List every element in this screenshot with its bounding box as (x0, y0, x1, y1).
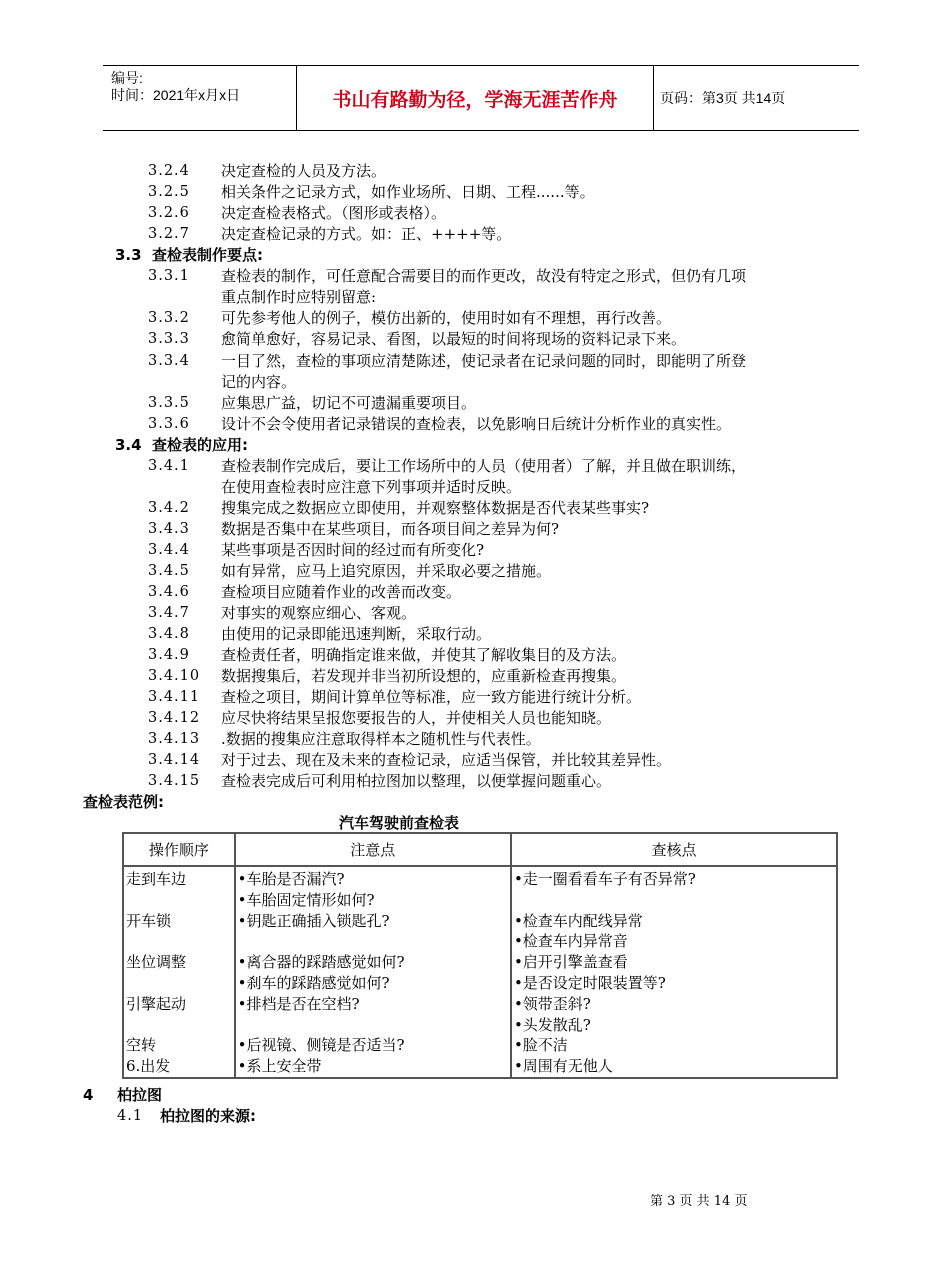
cell-line: •头发散乱? (513, 1015, 591, 1034)
item-number: 3.2.6 (148, 205, 190, 221)
cell-line: •钥匙正确插入锁匙孔? (237, 911, 390, 930)
item-text: .数据的搜集应注意取得样本之随机性与代表性。 (221, 730, 541, 748)
item-text: 查检责任者，明确指定谁来做，并使其了解收集目的及方法。 (221, 646, 627, 664)
item-number: 3.2.5 (148, 184, 190, 200)
item-number: 3.3.5 (148, 395, 190, 411)
item-number: 3.4.7 (148, 605, 190, 621)
item-text: 可先参考他人的例子，模仿出新的，使用时如有不理想，再行改善。 (221, 309, 672, 327)
item-number: 3.4.10 (148, 668, 201, 684)
cell-line: •领带歪斜? (513, 994, 591, 1013)
cell-line (126, 890, 234, 911)
item-number: 3.4.9 (148, 647, 190, 663)
cell-line: 坐位调整 (126, 953, 187, 972)
cell-line: •周围有无他人 (513, 1057, 613, 1076)
item-text: 如有异常，应马上追究原因，并采取必要之措施。 (221, 562, 552, 580)
item-number: 3.4.4 (148, 542, 190, 558)
item-number: 3.4.14 (148, 752, 201, 768)
item-number: 3.3.3 (148, 331, 190, 347)
cell-line: •车胎固定情形如何? (237, 890, 375, 909)
item-number: 3.3.4 (148, 353, 190, 369)
cell-line: •排档是否在空档? (237, 994, 360, 1013)
cell-line: •启开引擎盖查看 (513, 953, 628, 972)
cell-line: •脸不洁 (513, 1036, 568, 1055)
item-text: 设计不会令使用者记录错误的查检表，以免影响日后统计分析作业的真实性。 (221, 415, 732, 433)
item-text-continuation: 重点制作时应特别留意: (221, 288, 377, 306)
cell-line: 引擎起动 (126, 994, 187, 1013)
table-row (123, 866, 837, 1078)
cell-line (126, 931, 234, 952)
section-number: 4 (83, 1086, 94, 1104)
item-text: 数据搜集后，若发现并非当初所设想的，应重新检查再搜集。 (221, 667, 627, 685)
column-header: 查核点 (511, 833, 837, 866)
page-header (103, 65, 859, 131)
item-text: 一目了然，查检的事项应清楚陈述，使记录者在记录问题的同时，即能明了所登 (221, 352, 747, 370)
item-number: 3.4.2 (148, 500, 190, 516)
item-text-continuation: 在使用查检表时应注意下列事项并适时反映。 (221, 478, 522, 496)
item-number: 3.4.3 (148, 521, 190, 537)
cell-line: •离合器的踩踏感觉如何? (237, 953, 405, 972)
item-text-continuation: 记的内容。 (221, 373, 297, 391)
item-number: 3.4.13 (148, 731, 201, 747)
item-text: 查检项目应随着作业的改善而改变。 (221, 583, 462, 601)
cell-line: •检查车内异常音 (513, 932, 628, 951)
number-label: 编号: (111, 70, 143, 86)
item-text: 由使用的记录即能迅速判断，采取行动。 (221, 625, 492, 643)
cell-line: •检查车内配线异常 (513, 911, 643, 930)
item-number: 3.2.4 (148, 163, 190, 179)
cell-line: •是否设定时限装置等? (513, 973, 666, 992)
page-footer: 第 3 页 共 14 页 (650, 1194, 748, 1209)
item-number: 3.3.2 (148, 310, 190, 326)
item-number: 3.3.6 (148, 416, 190, 432)
cell-line: 6.出发 (126, 1057, 171, 1076)
item-text: 查检表完成后可利用柏拉图加以整理，以便掌握问题重心。 (221, 772, 612, 790)
item-text: 数据是否集中在某些项目，而各项目间之差异为何? (221, 520, 560, 538)
section-title: 查检表制作要点: (152, 246, 263, 264)
checkpoint-column (511, 866, 837, 1078)
table-header-row (123, 833, 837, 866)
page-label: 页码：第3页 共14页 (660, 90, 786, 106)
item-number: 3.4.11 (148, 689, 201, 705)
motto: 书山有路勤为径，学海无涯苦作舟 (296, 66, 654, 130)
item-number: 3.4.5 (148, 563, 190, 579)
checklist-table (122, 832, 838, 1079)
cell-line: 空转 (126, 1036, 157, 1055)
item-text: 相关条件之记录方式，如作业场所、日期、工程......等。 (221, 183, 595, 201)
item-number: 3.3.1 (148, 268, 190, 284)
column-header: 操作顺序 (123, 833, 235, 866)
cell-line (514, 890, 836, 911)
item-text: 对事实的观察应细心、客观。 (221, 604, 417, 622)
item-text: 查检之项目，期间计算单位等标准，应一致方能进行统计分析。 (221, 688, 642, 706)
item-number: 4.1 (117, 1108, 144, 1124)
item-text: 应集思广益，切记不可遗漏重要项目。 (221, 394, 477, 412)
item-number: 3.4.15 (148, 773, 201, 789)
item-text: 愈简单愈好，容易记录、看图，以最短的时间将现场的资料记录下来。 (221, 330, 687, 348)
item-number: 3.4.8 (148, 626, 190, 642)
item-text: 决定查检的人员及方法。 (221, 162, 387, 180)
item-number: 3.4.1 (148, 458, 190, 474)
item-text: 查检表的制作，可任意配合需要目的而作更改，故没有特定之形式，但仍有几项 (221, 267, 747, 285)
section-number: 3.4 (115, 436, 142, 454)
cell-line (126, 973, 234, 994)
cell-line: •车胎是否漏汽? (237, 870, 345, 888)
cell-line: •系上安全带 (237, 1057, 322, 1076)
time-label: 时间：2021年x月x日 (111, 87, 241, 103)
item-text: 某些事项是否因时间的经过而有所变化? (221, 541, 485, 559)
attention-column (235, 866, 511, 1078)
cell-line: 开车锁 (126, 911, 172, 930)
cell-line: •刹车的踩踏感觉如何? (237, 973, 390, 992)
section-title: 查检表的应用: (152, 436, 248, 454)
item-text: 搜集完成之数据应立即使用，并观察整体数据是否代表某些事实? (221, 499, 650, 517)
cell-line (238, 931, 510, 952)
item-text: 决定查检记录的方式。如：正、++++等。 (221, 225, 512, 243)
column-header: 注意点 (235, 833, 511, 866)
item-text: 对于过去、现在及未来的查检记录，应适当保管，并比较其差异性。 (221, 751, 672, 769)
item-text: 查检表制作完成后，要让工作场所中的人员（使用者）了解，并且做在职训练， (221, 457, 747, 475)
section-number: 3.3 (115, 246, 142, 264)
cell-line: •走一圈看看车子有否异常? (513, 870, 696, 888)
item-number: 3.4.6 (148, 584, 190, 600)
cell-line (238, 1015, 510, 1036)
item-text: 决定查检表格式。（图形或表格）。 (221, 204, 447, 222)
cell-line: 走到车边 (126, 870, 187, 888)
item-number: 3.2.7 (148, 226, 190, 242)
operation-column (123, 866, 235, 1078)
table-title: 汽车驾驶前查检表 (339, 814, 460, 832)
cell-line: •后视镜、侧镜是否适当? (237, 1036, 405, 1055)
item-title: 柏拉图的来源: (160, 1107, 256, 1125)
cell-line (126, 1015, 234, 1036)
item-text: 应尽快将结果呈报您要报告的人，并使相关人员也能知晓。 (221, 709, 612, 727)
item-number: 3.4.12 (148, 710, 201, 726)
section-title: 柏拉图 (117, 1086, 163, 1104)
header-left (111, 70, 240, 104)
example-heading: 查检表范例: (83, 793, 164, 811)
